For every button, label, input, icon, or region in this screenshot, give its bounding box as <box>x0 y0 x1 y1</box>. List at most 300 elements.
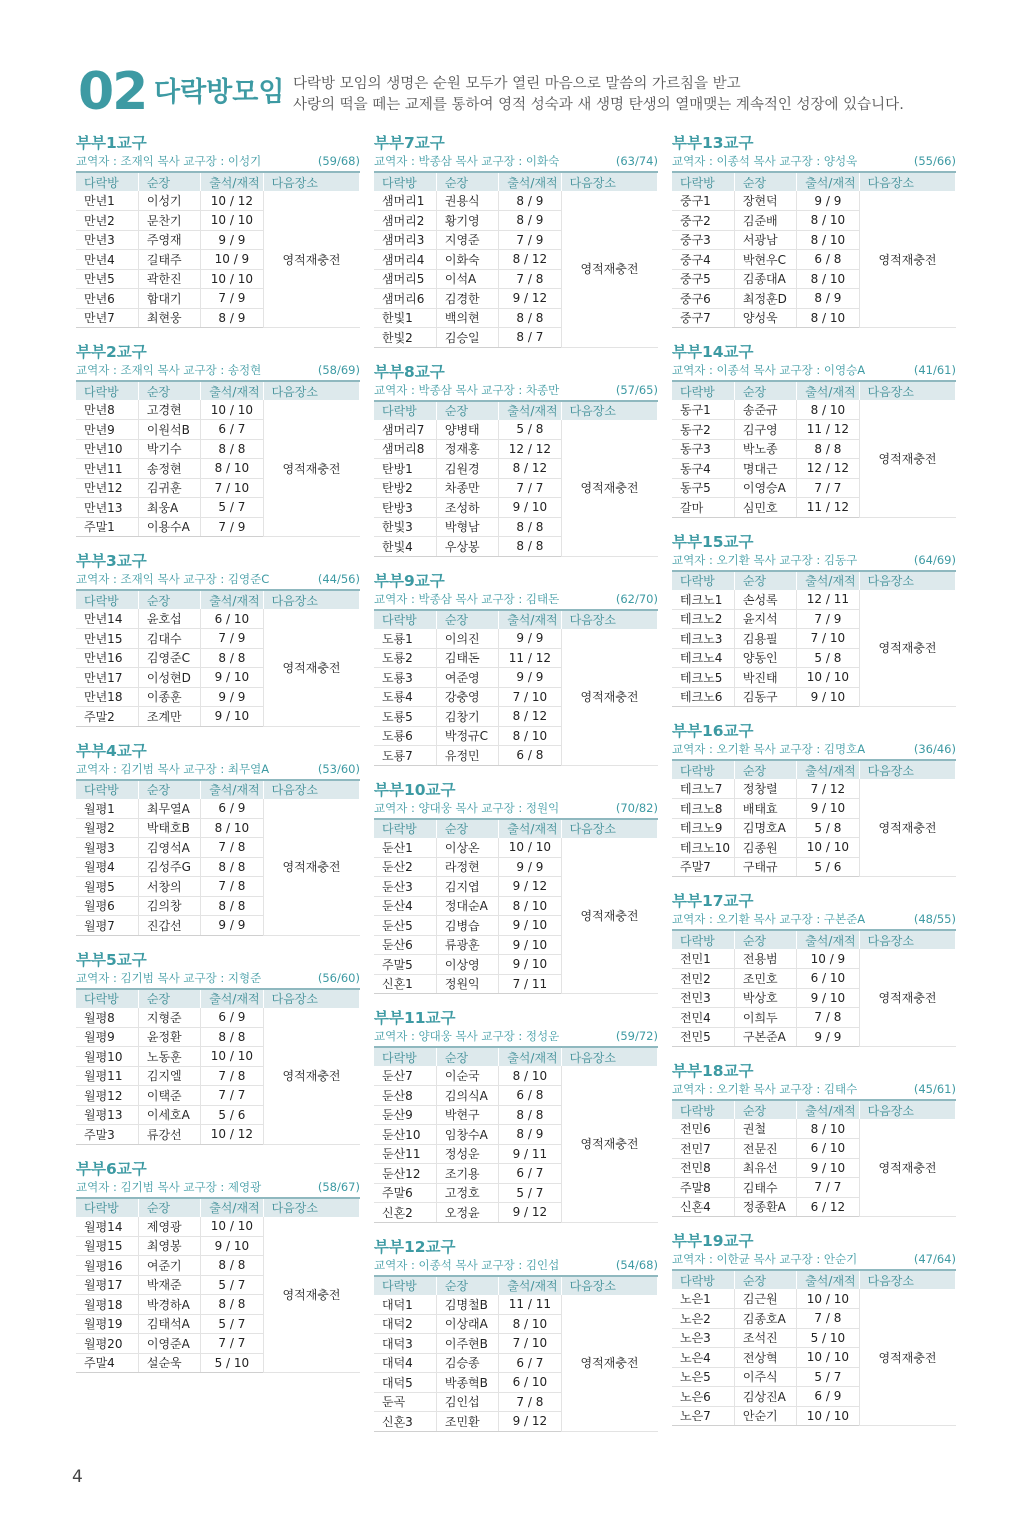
darakbang-cell: 테크노4 <box>672 648 734 668</box>
district-meta <box>374 382 658 400</box>
attendance-cell: 10 / 12 <box>201 191 263 211</box>
darakbang-cell: 대덕4 <box>374 1353 436 1373</box>
table-header-row <box>374 819 658 838</box>
column-header: 순장 <box>436 172 498 191</box>
darakbang-cell: 월평12 <box>76 1086 138 1106</box>
darakbang-cell: 월평5 <box>76 877 138 897</box>
leader-cell: 구본준A <box>734 1027 796 1047</box>
leader-cell: 이상래A <box>436 1314 498 1334</box>
column-header: 출석/재적 <box>797 760 859 779</box>
attendance-cell: 8 / 8 <box>499 308 561 328</box>
leader-cell: 이영준A <box>138 1334 200 1354</box>
district-block <box>76 551 360 727</box>
column-header: 다락방 <box>76 1198 138 1217</box>
darakbang-cell: 만년18 <box>76 687 138 707</box>
column-header: 다락방 <box>672 930 734 949</box>
table-row <box>672 400 956 420</box>
table-header-row <box>76 780 360 799</box>
attendance-cell: 8 / 8 <box>499 517 561 537</box>
leader-cell: 윤정환 <box>138 1027 200 1047</box>
darakbang-cell: 신혼2 <box>374 1203 436 1223</box>
district-staff: 교역자 : 조재익 목사 교구장 : 송정현 <box>76 363 262 377</box>
darakbang-cell: 동구3 <box>672 439 734 459</box>
attendance-cell: 7 / 10 <box>797 629 859 649</box>
leader-cell: 김용필 <box>734 629 796 649</box>
district-name: 부부6교구 <box>76 1159 147 1178</box>
leader-cell: 우상봉 <box>436 537 498 557</box>
column-header: 다락방 <box>374 819 436 838</box>
darakbang-cell: 신혼4 <box>672 1197 734 1217</box>
attendance-ratio: (55/66) <box>913 154 956 168</box>
next-place-cell: 영적재충전 <box>859 590 955 707</box>
column-header: 다락방 <box>374 610 436 629</box>
attendance-cell: 10 / 10 <box>797 1348 859 1368</box>
column-header: 출석/재적 <box>201 780 263 799</box>
table-row <box>374 1066 658 1086</box>
attendance-cell: 8 / 12 <box>499 250 561 270</box>
attendance-cell: 5 / 8 <box>797 818 859 838</box>
district-meta <box>76 761 360 779</box>
table-header-row <box>672 760 956 779</box>
district-staff: 교역자 : 김기범 목사 교구장 : 지형준 <box>76 970 262 985</box>
table-header-row <box>374 610 658 629</box>
leader-cell: 문찬기 <box>138 211 200 231</box>
leader-cell: 이주현B <box>436 1334 498 1354</box>
leader-cell: 함대기 <box>138 289 200 309</box>
column-header: 순장 <box>138 590 200 609</box>
attendance-table <box>672 380 956 518</box>
darakbang-cell: 만년7 <box>76 308 138 328</box>
leader-cell: 조민호 <box>734 969 796 989</box>
attendance-cell: 6 / 10 <box>797 1139 859 1159</box>
attendance-cell: 6 / 8 <box>499 1086 561 1106</box>
darakbang-cell: 중구7 <box>672 308 734 328</box>
darakbang-cell: 도룡7 <box>374 746 436 766</box>
attendance-table <box>374 1275 658 1432</box>
leader-cell: 박현우C <box>734 250 796 270</box>
attendance-cell: 7 / 8 <box>797 1008 859 1028</box>
darakbang-cell: 도룡4 <box>374 687 436 707</box>
attendance-cell: 9 / 10 <box>797 1158 859 1178</box>
leader-cell: 정창렬 <box>734 779 796 799</box>
darakbang-cell: 탄방2 <box>374 478 436 498</box>
district-staff: 교역자 : 조재익 목사 교구장 : 김영준C <box>76 572 270 586</box>
district-name: 부부18교구 <box>672 1062 754 1080</box>
table-header-row <box>672 1270 956 1289</box>
attendance-cell: 8 / 9 <box>499 211 561 231</box>
darakbang-cell: 대덕1 <box>374 1295 436 1315</box>
attendance-table <box>672 1099 956 1217</box>
attendance-cell: 7 / 7 <box>797 1178 859 1198</box>
attendance-ratio: (45/61) <box>913 1082 956 1096</box>
column-header: 순장 <box>734 571 796 590</box>
column-header: 다음장소 <box>859 1100 955 1119</box>
attendance-ratio: (53/60) <box>317 761 360 776</box>
column-header: 다음장소 <box>263 381 359 400</box>
leader-cell: 길태주 <box>138 250 200 270</box>
attendance-cell: 10 / 10 <box>797 1406 859 1426</box>
next-place-cell: 영적재충전 <box>561 1066 657 1222</box>
leader-cell: 곽한진 <box>138 269 200 289</box>
leader-cell: 김동구 <box>734 687 796 707</box>
district-staff: 교역자 : 김기범 목사 교구장 : 제영광 <box>76 1179 262 1194</box>
leader-cell: 박경하A <box>138 1295 200 1315</box>
leader-cell: 김영준C <box>138 648 200 668</box>
column-header: 출석/재적 <box>797 930 859 949</box>
leader-cell: 노동훈 <box>138 1047 200 1067</box>
column-header: 다음장소 <box>561 819 657 838</box>
leader-cell: 최무열A <box>138 799 200 819</box>
district-staff: 교역자 : 조재익 목사 교구장 : 이성기 <box>76 154 262 168</box>
column-header: 순장 <box>138 989 200 1008</box>
leader-cell: 김명호A <box>734 818 796 838</box>
next-place-cell: 영적재충전 <box>561 838 657 994</box>
leader-cell: 전용범 <box>734 949 796 969</box>
attendance-cell: 6 / 10 <box>201 609 263 629</box>
leader-cell: 이성현D <box>138 668 200 688</box>
district-staff: 교역자 : 박종삼 목사 교구장 : 김태돈 <box>374 591 560 606</box>
leader-cell: 김승일 <box>436 328 498 348</box>
darakbang-cell: 만년12 <box>76 478 138 498</box>
leader-cell: 김명철B <box>436 1295 498 1315</box>
column-header: 다음장소 <box>561 610 657 629</box>
next-place-cell: 영적재충전 <box>859 779 955 877</box>
district-block <box>374 133 658 348</box>
attendance-ratio: (70/82) <box>615 800 658 815</box>
attendance-cell: 5 / 6 <box>201 1105 263 1125</box>
leader-cell: 유정민 <box>436 746 498 766</box>
darakbang-cell: 월평6 <box>76 896 138 916</box>
attendance-ratio: (62/70) <box>615 591 658 606</box>
leader-cell: 김태수 <box>734 1178 796 1198</box>
leader-cell: 윤호섭 <box>138 609 200 629</box>
district-name: 부부16교구 <box>672 722 754 740</box>
district-meta <box>76 970 360 988</box>
attendance-cell: 9 / 9 <box>499 857 561 877</box>
darakbang-cell: 테크노7 <box>672 779 734 799</box>
darakbang-cell: 전민4 <box>672 1008 734 1028</box>
district-name: 부부12교구 <box>374 1237 456 1256</box>
district-meta <box>374 800 658 818</box>
darakbang-cell: 월평3 <box>76 838 138 858</box>
darakbang-cell: 동구4 <box>672 459 734 479</box>
table-header-row <box>374 172 658 191</box>
attendance-ratio: (58/67) <box>317 1179 360 1194</box>
leader-cell: 김원경 <box>436 459 498 479</box>
column-3 <box>672 133 956 1440</box>
leader-cell: 황기영 <box>436 211 498 231</box>
column-header: 다락방 <box>76 780 138 799</box>
darakbang-cell: 전민3 <box>672 988 734 1008</box>
leader-cell: 진갑선 <box>138 916 200 936</box>
description-line-2: 사랑의 떡을 떼는 교제를 통하여 영적 성숙과 새 생명 탄생의 열매맺는 계속적인 성장에 있습니다. <box>293 97 904 113</box>
darakbang-cell: 월평2 <box>76 818 138 838</box>
column-header: 다음장소 <box>561 401 657 420</box>
darakbang-cell: 노은7 <box>672 1406 734 1426</box>
attendance-cell: 6 / 10 <box>797 969 859 989</box>
column-header: 출석/재적 <box>201 381 263 400</box>
darakbang-cell: 도룡2 <box>374 648 436 668</box>
darakbang-cell: 중구6 <box>672 289 734 309</box>
darakbang-cell: 월평17 <box>76 1275 138 1295</box>
attendance-cell: 9 / 12 <box>499 289 561 309</box>
attendance-cell: 5 / 6 <box>797 857 859 877</box>
leader-cell: 이주식 <box>734 1367 796 1387</box>
darakbang-cell: 월평14 <box>76 1217 138 1237</box>
attendance-cell: 7 / 9 <box>797 609 859 629</box>
district-staff: 교역자 : 오기환 목사 교구장 : 구본준A <box>672 912 866 926</box>
darakbang-cell: 둔산6 <box>374 935 436 955</box>
column-header: 다음장소 <box>859 1270 955 1289</box>
leader-cell: 박태호B <box>138 818 200 838</box>
attendance-cell: 5 / 10 <box>797 1328 859 1348</box>
attendance-cell: 5 / 7 <box>201 498 263 518</box>
attendance-cell: 8 / 8 <box>201 1295 263 1315</box>
darakbang-cell: 월평19 <box>76 1314 138 1334</box>
attendance-table <box>374 171 658 348</box>
next-place-cell: 영적재충전 <box>263 609 359 726</box>
leader-cell: 전문진 <box>734 1139 796 1159</box>
darakbang-cell: 둔산7 <box>374 1066 436 1086</box>
attendance-cell: 8 / 8 <box>201 439 263 459</box>
leader-cell: 김병습 <box>436 916 498 936</box>
table-header-row <box>672 381 956 400</box>
attendance-table <box>672 1269 956 1426</box>
darakbang-cell: 한빛1 <box>374 308 436 328</box>
column-header: 순장 <box>436 819 498 838</box>
column-header: 출석/재적 <box>499 819 561 838</box>
darakbang-cell: 월평20 <box>76 1334 138 1354</box>
attendance-cell: 8 / 12 <box>499 459 561 479</box>
attendance-table <box>672 171 956 328</box>
darakbang-cell: 도룡5 <box>374 707 436 727</box>
attendance-cell: 10 / 10 <box>797 838 859 858</box>
column-header: 출석/재적 <box>201 989 263 1008</box>
leader-cell: 지형준 <box>138 1008 200 1028</box>
darakbang-cell: 월평18 <box>76 1295 138 1315</box>
darakbang-cell: 샘머리5 <box>374 269 436 289</box>
leader-cell: 이석A <box>436 269 498 289</box>
leader-cell: 김대수 <box>138 629 200 649</box>
leader-cell: 최현웅 <box>138 308 200 328</box>
column-header: 순장 <box>734 381 796 400</box>
attendance-cell: 8 / 10 <box>499 896 561 916</box>
leader-cell: 제영광 <box>138 1217 200 1237</box>
attendance-cell: 8 / 9 <box>201 308 263 328</box>
district-block <box>672 133 956 328</box>
district-name: 부부5교구 <box>76 950 147 969</box>
attendance-cell: 6 / 12 <box>797 1197 859 1217</box>
district-staff: 교역자 : 이종석 목사 교구장 : 양성욱 <box>672 154 858 168</box>
leader-cell: 이의진 <box>436 629 498 649</box>
attendance-cell: 8 / 7 <box>499 328 561 348</box>
darakbang-cell: 만년5 <box>76 269 138 289</box>
leader-cell: 임창수A <box>436 1125 498 1145</box>
leader-cell: 박정규C <box>436 726 498 746</box>
darakbang-cell: 둔곡 <box>374 1392 436 1412</box>
attendance-cell: 6 / 7 <box>201 420 263 440</box>
darakbang-cell: 전민5 <box>672 1027 734 1047</box>
darakbang-cell: 중구5 <box>672 269 734 289</box>
leader-cell: 이성기 <box>138 191 200 211</box>
leader-cell: 김상진A <box>734 1387 796 1407</box>
attendance-cell: 8 / 10 <box>499 1314 561 1334</box>
district-staff: 교역자 : 이한균 목사 교구장 : 안순기 <box>672 1252 858 1266</box>
column-header: 순장 <box>734 930 796 949</box>
leader-cell: 김종대A <box>734 269 796 289</box>
attendance-table <box>76 589 360 727</box>
attendance-cell: 9 / 10 <box>201 707 263 727</box>
attendance-cell: 7 / 8 <box>499 1392 561 1412</box>
column-header: 다음장소 <box>859 381 955 400</box>
district-staff: 교역자 : 오기환 목사 교구장 : 김태수 <box>672 1082 858 1096</box>
column-header: 다락방 <box>672 381 734 400</box>
darakbang-cell: 주말7 <box>672 857 734 877</box>
attendance-cell: 7 / 7 <box>201 1086 263 1106</box>
section-title: 다락방모임 <box>154 77 285 108</box>
attendance-cell: 8 / 10 <box>499 726 561 746</box>
leader-cell: 김경한 <box>436 289 498 309</box>
next-place-cell: 영적재충전 <box>263 1008 359 1145</box>
leader-cell: 조석진 <box>734 1328 796 1348</box>
attendance-table <box>374 818 658 995</box>
district-block <box>672 532 956 708</box>
leader-cell: 이세호A <box>138 1105 200 1125</box>
column-header: 다락방 <box>672 1270 734 1289</box>
leader-cell: 김창기 <box>436 707 498 727</box>
darakbang-cell: 주말3 <box>76 1125 138 1145</box>
district-block <box>672 891 956 1047</box>
district-block <box>374 780 658 995</box>
darakbang-cell: 도룡1 <box>374 629 436 649</box>
district-staff: 교역자 : 이종석 목사 교구장 : 이영승A <box>672 363 866 377</box>
leader-cell: 장현덕 <box>734 191 796 211</box>
leader-cell: 이희두 <box>734 1008 796 1028</box>
attendance-table <box>672 759 956 877</box>
district-name: 부부15교구 <box>672 532 754 551</box>
attendance-cell: 7 / 9 <box>201 629 263 649</box>
leader-cell: 조민환 <box>436 1412 498 1432</box>
column-header: 순장 <box>138 381 200 400</box>
darakbang-cell: 테크노3 <box>672 629 734 649</box>
district-name: 부부19교구 <box>672 1232 754 1250</box>
leader-cell: 이종훈 <box>138 687 200 707</box>
darakbang-cell: 대덕3 <box>374 1334 436 1354</box>
column-header: 출석/재적 <box>797 1100 859 1119</box>
darakbang-cell: 한빛4 <box>374 537 436 557</box>
leader-cell: 윤지석 <box>734 609 796 629</box>
darakbang-cell: 노은2 <box>672 1309 734 1329</box>
attendance-cell: 9 / 10 <box>499 955 561 975</box>
next-place-cell: 영적재충전 <box>561 420 657 557</box>
darakbang-cell: 만년17 <box>76 668 138 688</box>
attendance-cell: 7 / 10 <box>499 687 561 707</box>
leader-cell: 박형남 <box>436 517 498 537</box>
attendance-cell: 11 / 12 <box>797 498 859 518</box>
table-row <box>672 1119 956 1139</box>
attendance-cell: 6 / 8 <box>499 746 561 766</box>
column-header: 다음장소 <box>859 571 955 590</box>
attendance-cell: 6 / 7 <box>499 1353 561 1373</box>
darakbang-cell: 만년9 <box>76 420 138 440</box>
leader-cell: 권용식 <box>436 191 498 211</box>
darakbang-cell: 노은4 <box>672 1348 734 1368</box>
darakbang-cell: 둔산2 <box>374 857 436 877</box>
attendance-cell: 11 / 12 <box>499 648 561 668</box>
darakbang-cell: 둔산9 <box>374 1105 436 1125</box>
attendance-cell: 8 / 10 <box>201 459 263 479</box>
attendance-cell: 7 / 11 <box>499 974 561 994</box>
next-place-cell: 영적재충전 <box>859 1119 955 1217</box>
table-row <box>374 1295 658 1315</box>
darakbang-cell: 샘머리8 <box>374 439 436 459</box>
darakbang-cell: 월평9 <box>76 1027 138 1047</box>
attendance-cell: 9 / 10 <box>797 687 859 707</box>
district-meta <box>374 591 658 609</box>
darakbang-cell: 월평4 <box>76 857 138 877</box>
leader-cell: 양병태 <box>436 420 498 440</box>
darakbang-cell: 탄방1 <box>374 459 436 479</box>
darakbang-cell: 둔산1 <box>374 838 436 858</box>
darakbang-cell: 주말2 <box>76 707 138 727</box>
next-place-cell: 영적재충전 <box>859 191 955 328</box>
attendance-cell: 9 / 10 <box>499 935 561 955</box>
darakbang-cell: 둔산11 <box>374 1144 436 1164</box>
darakbang-cell: 테크노9 <box>672 818 734 838</box>
attendance-ratio: (48/55) <box>913 912 956 926</box>
darakbang-cell: 한빛3 <box>374 517 436 537</box>
attendance-cell: 12 / 11 <box>797 590 859 610</box>
attendance-cell: 8 / 8 <box>201 857 263 877</box>
leader-cell: 정대순A <box>436 896 498 916</box>
leader-cell: 김종호A <box>734 1309 796 1329</box>
darakbang-cell: 만년11 <box>76 459 138 479</box>
district-name: 부부13교구 <box>672 134 754 152</box>
district-name: 부부2교구 <box>76 343 147 361</box>
next-place-cell: 영적재충전 <box>859 1289 955 1426</box>
darakbang-cell: 노은1 <box>672 1289 734 1309</box>
district-meta <box>374 1257 658 1275</box>
leader-cell: 배태효 <box>734 799 796 819</box>
attendance-cell: 9 / 9 <box>201 230 263 250</box>
district-meta <box>76 362 360 380</box>
attendance-cell: 10 / 10 <box>201 1217 263 1237</box>
attendance-cell: 5 / 8 <box>499 420 561 440</box>
darakbang-cell: 신혼1 <box>374 974 436 994</box>
next-place-cell: 영적재충전 <box>561 191 657 347</box>
leader-cell: 김지엽 <box>436 877 498 897</box>
leader-cell: 조기용 <box>436 1164 498 1184</box>
leader-cell: 정종환A <box>734 1197 796 1217</box>
district-name: 부부3교구 <box>76 552 147 570</box>
leader-cell: 이상온 <box>436 838 498 858</box>
darakbang-cell: 만년8 <box>76 400 138 420</box>
district-meta <box>374 153 658 171</box>
darakbang-cell: 샘머리6 <box>374 289 436 309</box>
table-header-row <box>76 172 360 191</box>
attendance-cell: 5 / 7 <box>797 1367 859 1387</box>
leader-cell: 박노종 <box>734 439 796 459</box>
district-meta <box>672 741 956 759</box>
attendance-cell: 8 / 9 <box>499 191 561 211</box>
attendance-cell: 9 / 12 <box>499 1203 561 1223</box>
darakbang-cell: 테크노2 <box>672 609 734 629</box>
leader-cell: 박진태 <box>734 668 796 688</box>
column-header: 다음장소 <box>859 172 955 191</box>
leader-cell: 류광훈 <box>436 935 498 955</box>
darakbang-cell: 테크노10 <box>672 838 734 858</box>
darakbang-cell: 전민1 <box>672 949 734 969</box>
